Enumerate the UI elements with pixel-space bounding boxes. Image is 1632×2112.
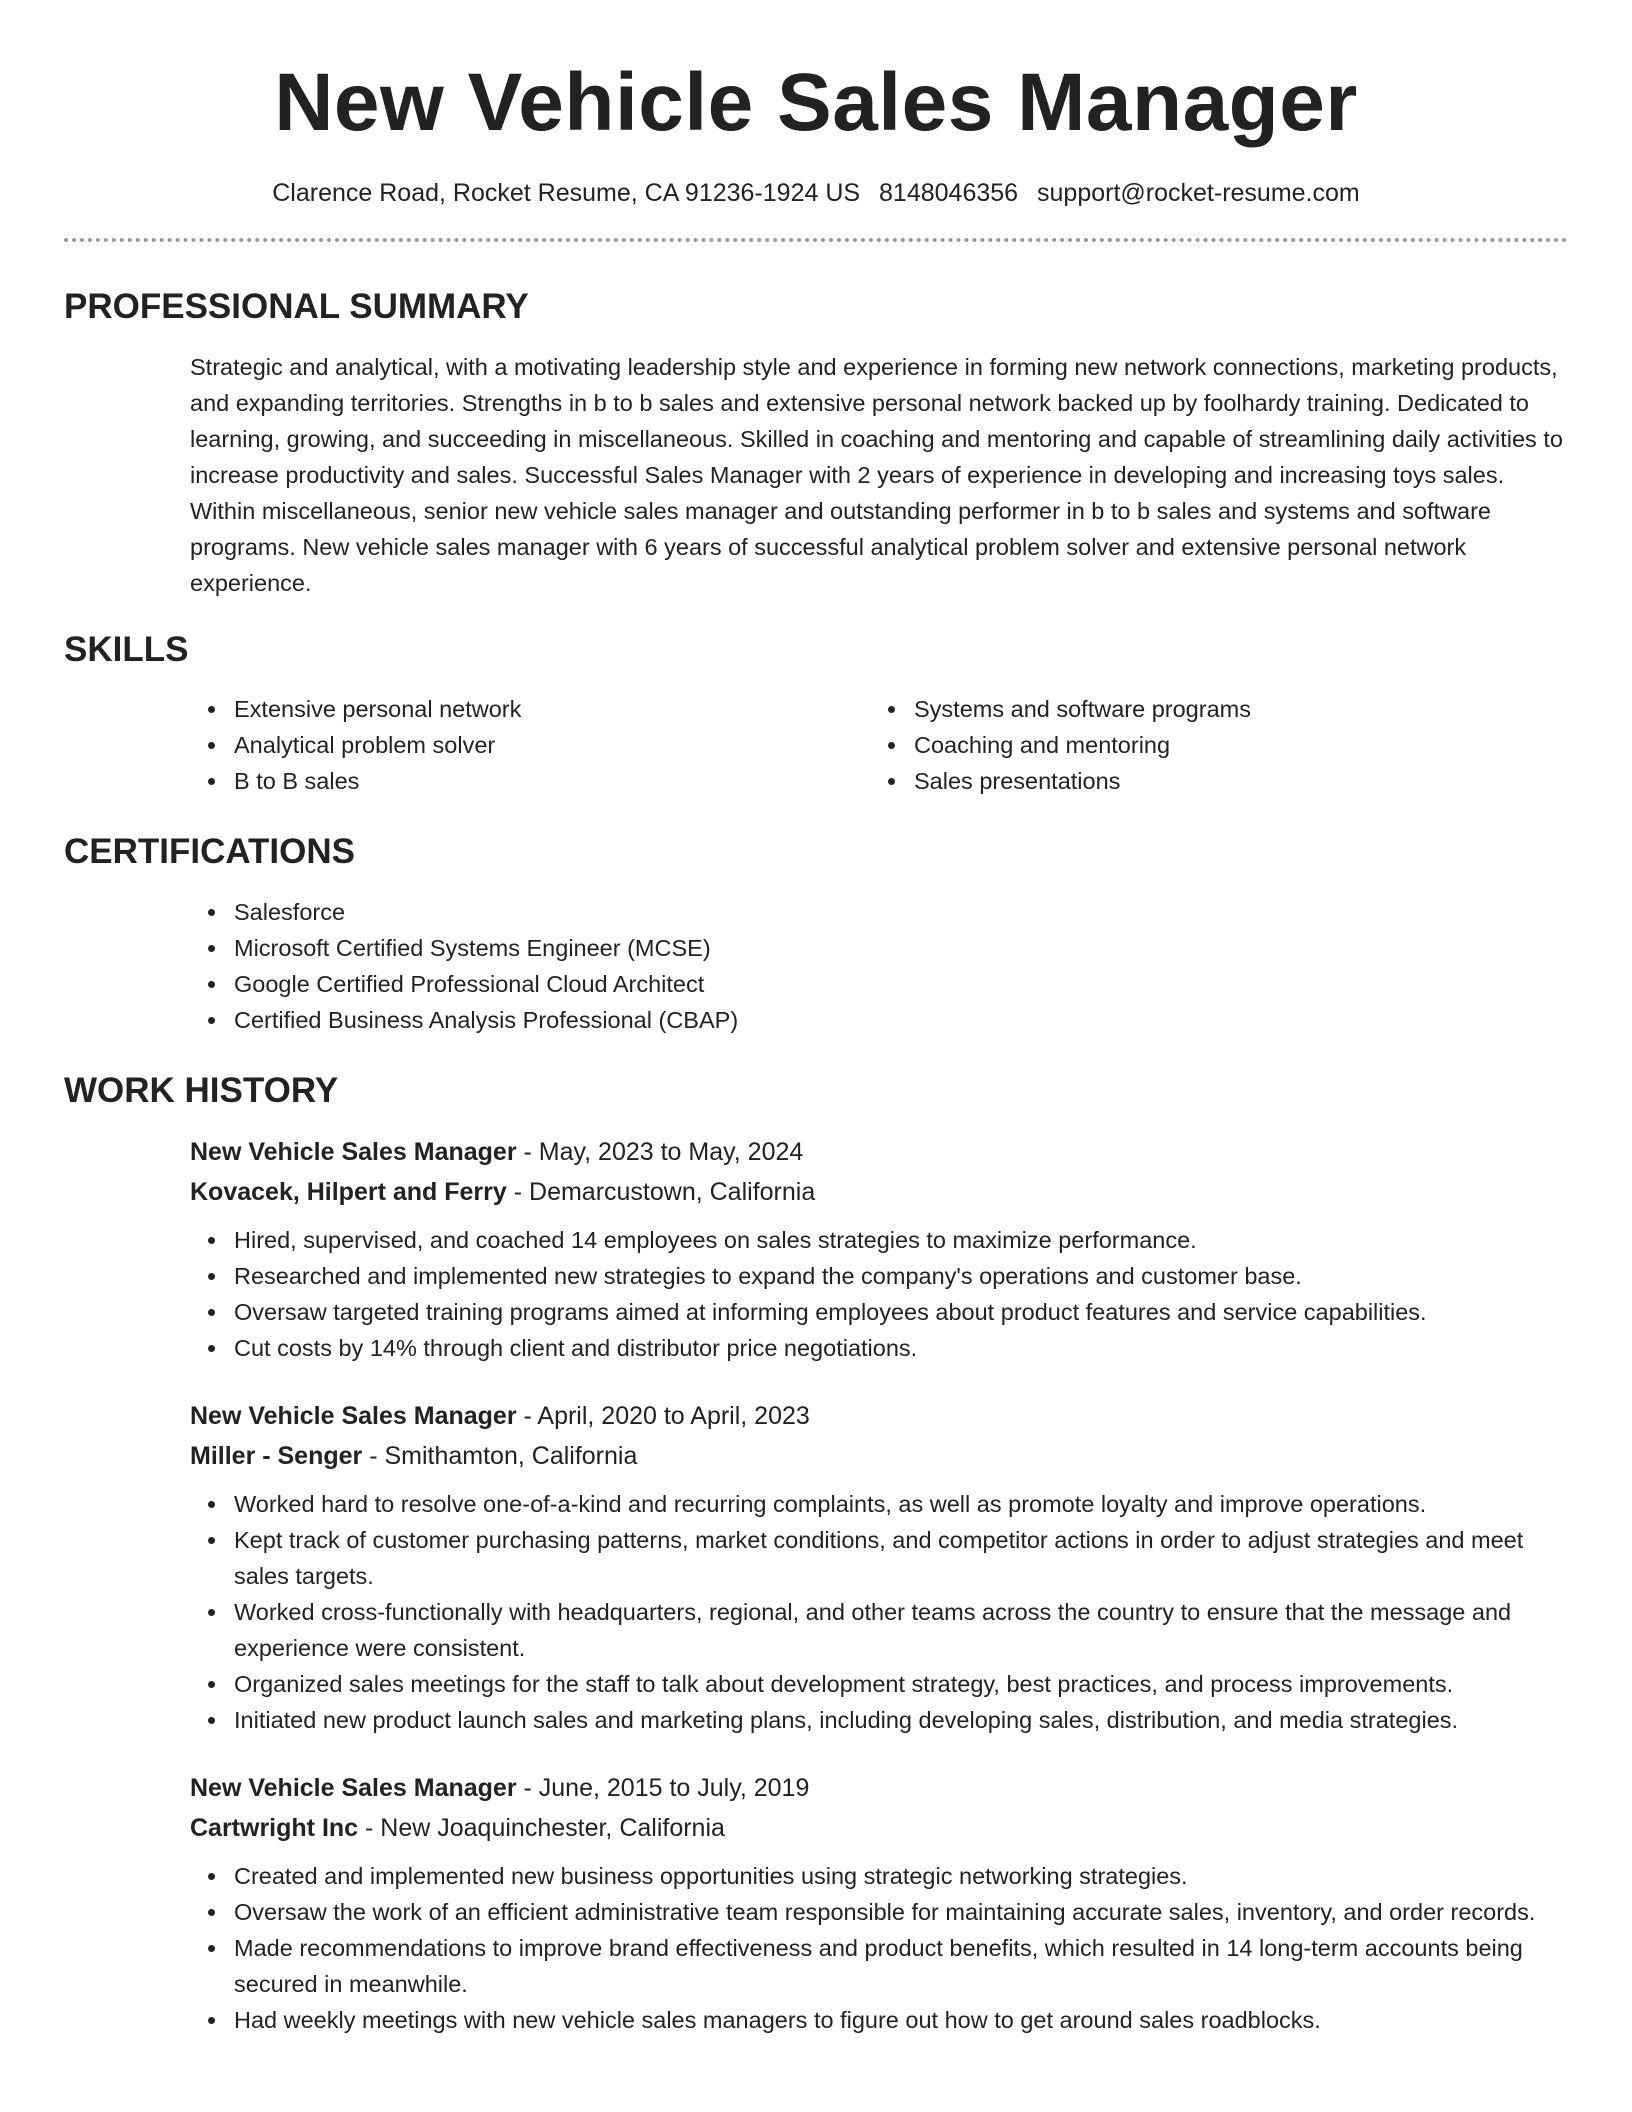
job-bullets bbox=[190, 1222, 1568, 1366]
skill-item: Sales presentations bbox=[870, 763, 1568, 799]
certification-item: Microsoft Certified Systems Engineer (MCSE) bbox=[190, 930, 1568, 966]
job-role-line bbox=[190, 1132, 1568, 1172]
job-company: Cartwright Inc bbox=[190, 1814, 359, 1842]
skills-right-column bbox=[870, 691, 1568, 799]
job-company-line bbox=[190, 1808, 1568, 1848]
job-role: New Vehicle Sales Manager bbox=[190, 1138, 517, 1166]
job-location: - Demarcustown, California bbox=[506, 1178, 816, 1206]
job-bullet: Researched and implemented new strategies to expand the company's operations and customer base. bbox=[190, 1258, 1568, 1294]
job-entry bbox=[190, 1768, 1568, 2038]
skill-item: Coaching and mentoring bbox=[870, 727, 1568, 763]
contact-line bbox=[64, 178, 1568, 208]
job-bullet: Hired, supervised, and coached 14 employees on sales strategies to maximize performance. bbox=[190, 1222, 1568, 1258]
job-company-line bbox=[190, 1436, 1568, 1476]
summary-title: PROFESSIONAL SUMMARY bbox=[64, 287, 529, 326]
job-role-line bbox=[190, 1396, 1568, 1436]
certifications-title: CERTIFICATIONS bbox=[64, 832, 356, 871]
job-bullet: Worked hard to resolve one-of-a-kind and recurring complaints, as well as promote loyalty and improve operations. bbox=[190, 1486, 1568, 1522]
job-role: New Vehicle Sales Manager bbox=[190, 1402, 517, 1430]
certifications-list bbox=[64, 894, 1568, 1038]
job-role: New Vehicle Sales Manager bbox=[190, 1774, 517, 1802]
job-bullet: Oversaw targeted training programs aimed at informing employees about product features and service capabilities. bbox=[190, 1294, 1568, 1330]
job-bullet: Cut costs by 14% through client and distributor price negotiations. bbox=[190, 1330, 1568, 1366]
job-bullet: Oversaw the work of an efficient administrative team responsible for maintaining accurate sales, inventory, and order records. bbox=[190, 1894, 1568, 1930]
email: support@rocket-resume.com bbox=[1037, 179, 1360, 207]
skill-item: Extensive personal network bbox=[190, 691, 870, 727]
job-location: - Smithamton, California bbox=[362, 1442, 638, 1470]
job-company: Kovacek, Hilpert and Ferry bbox=[190, 1178, 507, 1206]
work-history-list bbox=[64, 1132, 1568, 2038]
skills-title: SKILLS bbox=[64, 629, 189, 669]
address: Clarence Road, Rocket Resume, CA 91236-1924 US bbox=[272, 179, 861, 207]
job-dates: - May, 2023 to May, 2024 bbox=[516, 1138, 804, 1166]
job-bullet: Worked cross-functionally with headquarters, regional, and other teams across the country to ensure that the message and experience were consistent. bbox=[190, 1594, 1568, 1666]
job-role-line bbox=[190, 1768, 1568, 1808]
header-divider bbox=[64, 238, 1568, 242]
job-entry bbox=[190, 1132, 1568, 1366]
job-bullet: Initiated new product launch sales and marketing plans, including developing sales, distribution, and media strategies. bbox=[190, 1702, 1568, 1738]
job-dates: - June, 2015 to July, 2019 bbox=[516, 1774, 810, 1802]
work-history-title: WORK HISTORY bbox=[64, 1070, 339, 1110]
job-bullet: Made recommendations to improve brand effectiveness and product benefits, which resulted in 14 long-term accounts being secured in meanwhile. bbox=[190, 1930, 1568, 2002]
certification-item: Certified Business Analysis Professional (CBAP) bbox=[190, 1002, 1568, 1038]
certification-item: Google Certified Professional Cloud Architect bbox=[190, 966, 1568, 1002]
candidate-name: New Vehicle Sales Manager bbox=[274, 57, 1358, 148]
job-dates: - April, 2020 to April, 2023 bbox=[516, 1402, 810, 1430]
phone: 8148046356 bbox=[879, 179, 1019, 207]
skill-item: Analytical problem solver bbox=[190, 727, 870, 763]
job-bullets bbox=[190, 1486, 1568, 1738]
skills-left-column bbox=[190, 691, 870, 799]
job-company: Miller - Senger bbox=[190, 1442, 363, 1470]
job-location: - New Joaquinchester, California bbox=[358, 1814, 725, 1842]
job-bullets bbox=[190, 1858, 1568, 2038]
job-entry bbox=[190, 1396, 1568, 1738]
job-bullet: Created and implemented new business opportunities using strategic networking strategies. bbox=[190, 1858, 1568, 1894]
skill-item: B to B sales bbox=[190, 763, 870, 799]
job-company-line bbox=[190, 1172, 1568, 1212]
skill-item: Systems and software programs bbox=[870, 691, 1568, 727]
job-bullet: Organized sales meetings for the staff to talk about development strategy, best practices, and process improvements. bbox=[190, 1666, 1568, 1702]
job-bullet: Had weekly meetings with new vehicle sales managers to figure out how to get around sales roadblocks. bbox=[190, 2002, 1568, 2038]
summary-text: Strategic and analytical, with a motivating leadership style and experience in forming new network connections, marketing products, and expanding territories. Strengths in b to b sales and extensive personal network backed up by foolhardy training. Dedicated to learning, growing, and succeeding in miscellaneous. Skilled in coaching and mentoring and capable of streamlining daily activities to increase productivity and sales. Successful Sales Manager with 2 years of experience in developing and increasing toys sales. Within miscellaneous, senior new vehicle sales manager and outstanding performer in b to b sales and systems and software programs. New vehicle sales manager with 6 years of successful analytical problem solver and extensive personal network experience. bbox=[190, 353, 1563, 596]
job-bullet: Kept track of customer purchasing patterns, market conditions, and competitor actions in order to adjust strategies and meet sales targets. bbox=[190, 1522, 1568, 1594]
skills-list bbox=[64, 691, 1568, 799]
certification-item: Salesforce bbox=[190, 894, 1568, 930]
